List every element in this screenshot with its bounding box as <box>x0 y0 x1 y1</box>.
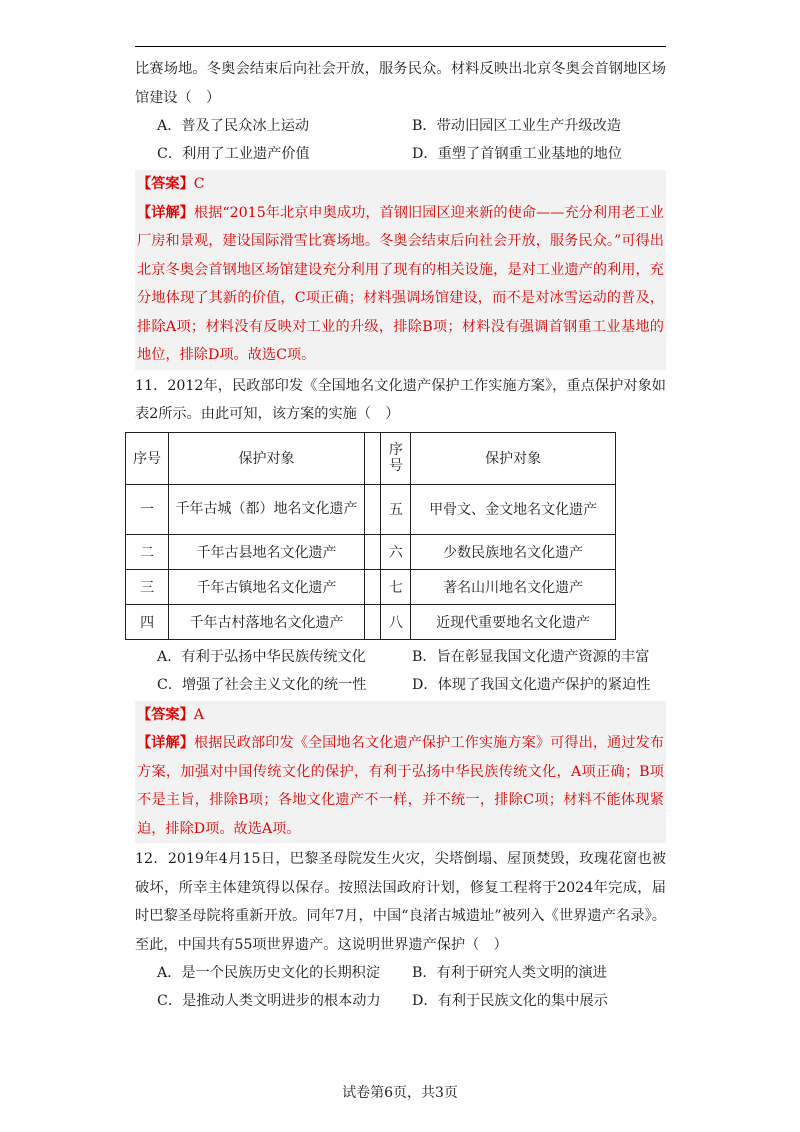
q10-detail <box>137 199 664 370</box>
table-cell: 千年古村落地名文化遗产 <box>169 604 365 639</box>
q11-option-d: D．体现了我国文化遗产保护的紧迫性 <box>412 676 651 693</box>
q10-answer-box <box>135 170 666 370</box>
protection-table <box>125 432 616 640</box>
table-header-row <box>126 432 616 484</box>
table-cell: 五 <box>381 484 411 534</box>
q11-answer-box <box>135 701 666 844</box>
answer-label: 【答案】 <box>137 706 194 723</box>
q10-option-d: D．重塑了首钢重工业基地的地位 <box>412 146 623 162</box>
q11-option-b: B．旨在彰显我国文化遗产资源的丰富 <box>412 648 650 665</box>
q12-options <box>135 959 666 1015</box>
detail-text: 根据民政部印发《全国地名文化遗产保护工作实施方案》可得出，通过发布方案，加强对中国传统文化的保护，有利于弘扬中华民族传统文化，A项正确；B项不是主旨，排除B项；各地文化遗产不一样，并不统一，排除C项；材料不能体现紧迫，排除D项。故选A项。 <box>137 735 664 837</box>
q12-option-d: D．有利于民族文化的集中展示 <box>412 993 608 1009</box>
table-cell: 六 <box>381 534 411 569</box>
table-header: 序号 <box>126 432 169 484</box>
table-cell: 著名山川地名文化遗产 <box>411 569 616 604</box>
q11-stem: 11．2012年，民政部印发《全国地名文化遗产保护工作实施方案》，重点保护对象如表2所示。由此可知，该方案的实施（ ） <box>135 377 666 422</box>
table-cell: 四 <box>126 604 169 639</box>
q12-option-a: A．是一个民族历史文化的长期积淀 <box>157 965 381 981</box>
table-cell: 七 <box>381 569 411 604</box>
answer-value: A <box>193 706 205 723</box>
table-divider <box>364 432 381 484</box>
table-cell: 三 <box>126 569 169 604</box>
q10-option-c: C．利用了工业遗产价值 <box>157 146 310 162</box>
q10-stem: 比赛场地。冬奥会结束后向社会开放，服务民众。材料反映出北京冬奥会首钢地区场馆建设（ ） <box>135 61 666 106</box>
q11-detail <box>137 729 664 843</box>
table-cell: 八 <box>381 604 411 639</box>
q12-option-b: B．有利于研究人类文明的演进 <box>412 965 607 981</box>
q11-option-c: C．增强了社会主义文化的统一性 <box>157 676 367 693</box>
q10-option-a: A．普及了民众冰上运动 <box>157 118 310 134</box>
q12-stem: 12．2019年4月15日，巴黎圣母院发生火灾，尖塔倒塌、屋顶焚毁，玫瑰花窗也被破坏，所幸主体建筑得以保存。按照法国政府计划，修复工程将于2024年完成，届时巴黎圣母院将重新开放。同年7月，中国“良渚古城遗址”被列入《世界遗产名录》。至此，中国共有55项世界遗产。这说明世界遗产保护（ ） <box>135 851 666 953</box>
q10-option-b: B．带动旧园区工业生产升级改造 <box>412 118 622 134</box>
table-cell: 千年古县地名文化遗产 <box>169 534 365 569</box>
table-divider <box>364 604 381 639</box>
q11-options <box>135 643 666 699</box>
table-divider <box>364 569 381 604</box>
table-cell: 甲骨文、金文地名文化遗产 <box>411 484 616 534</box>
table-divider <box>364 484 381 534</box>
table-row <box>126 604 616 639</box>
table-header: 保护对象 <box>169 432 365 484</box>
table-cell: 千年古镇地名文化遗产 <box>169 569 365 604</box>
table-row <box>126 569 616 604</box>
detail-label: 【详解】 <box>137 204 194 221</box>
q11-option-a: A．有利于弘扬中华民族传统文化 <box>157 648 366 665</box>
q12-option-c: C．是推动人类文明进步的根本动力 <box>157 993 381 1009</box>
detail-text: 根据“2015年北京申奥成功，首钢旧园区迎来新的使命——充分利用老工业厂房和景观，建设国际滑雪比赛场地。冬奥会结束后向社会开放，服务民众。”可得出北京冬奥会首钢地区场馆建设充分利用了现有的相关设施，是对工业遗产的利用，充分地体现了其新的价值，C项正确；材料强调场馆建设，而不是对冰雪运动的普及，排除A项；材料没有反映对工业的升级，排除B项；材料没有强调首钢重工业基地的地位，排除D项。故选C项。 <box>137 204 664 363</box>
header-rule <box>135 46 666 47</box>
detail-label: 【详解】 <box>137 735 194 751</box>
q10-answer <box>137 170 664 199</box>
table-cell: 千年古城（都）地名文化遗产 <box>169 484 365 534</box>
table-row <box>126 484 616 534</box>
q10-options <box>135 112 666 168</box>
table-header: 序号 <box>381 432 411 484</box>
answer-value: C <box>193 176 205 192</box>
table-cell: 二 <box>126 534 169 569</box>
table-cell: 近现代重要地名文化遗产 <box>411 604 616 639</box>
page-footer: 试卷第6页，共3页 <box>342 1085 458 1101</box>
table-row <box>126 534 616 569</box>
q11-answer <box>137 701 664 730</box>
table-header: 保护对象 <box>411 432 616 484</box>
table-cell: 少数民族地名文化遗产 <box>411 534 616 569</box>
table-divider <box>364 534 381 569</box>
answer-label: 【答案】 <box>137 176 194 192</box>
table-cell: 一 <box>126 484 169 534</box>
page-content <box>135 55 666 1015</box>
